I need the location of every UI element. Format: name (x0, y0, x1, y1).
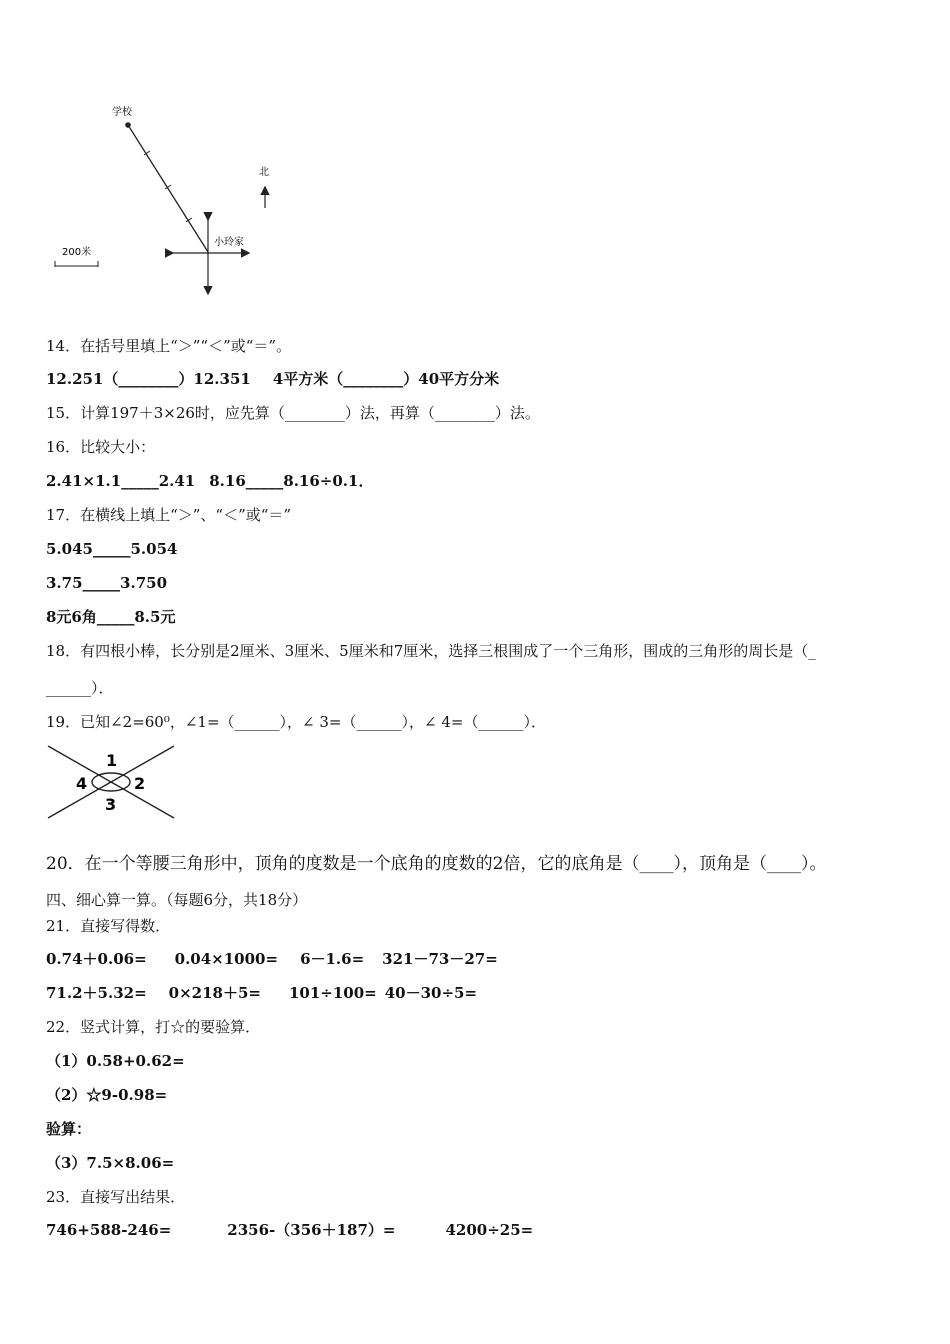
north-label: 北 (259, 167, 269, 178)
q23-stem: 23．直接写出结果． (46, 1188, 186, 1206)
q22-part1[interactable]: （1）0.58+0.62= (46, 1052, 185, 1070)
angle-label-1: 1 (106, 751, 118, 770)
q16-item-b[interactable]: 8.16_____8.16÷0.1． (209, 472, 374, 490)
school-label: 学校 (112, 107, 132, 118)
q17-item-a[interactable]: 5.045_____5.054 (46, 540, 178, 558)
q16-answers (46, 471, 373, 491)
q18-stem-line1[interactable]: 18．有四根小棒，长分别是2厘米、3厘米、5厘米和7厘米，选择三根围成了一个三角形，围成的三角形的周长是（_ (46, 642, 816, 660)
q14-answers (46, 369, 499, 389)
q21-row1 (46, 949, 498, 969)
q21-r2-c4[interactable]: 40－30÷5= (384, 984, 478, 1002)
q21-r2-c3[interactable]: 101÷100= (288, 984, 377, 1002)
angle-label-4: 4 (76, 774, 88, 793)
q21-r1-c4[interactable]: 321－73－27= (382, 950, 498, 968)
q22-stem: 22．竖式计算，打☆的要验算． (46, 1018, 261, 1036)
q22-check-label: 验算： (46, 1120, 92, 1138)
q21-r1-c3[interactable]: 6－1.6= (300, 950, 365, 968)
q16-item-a[interactable]: 2.41×1.1_____2.41 (46, 472, 196, 490)
school-point (125, 122, 131, 128)
scale-label: 200米 (62, 247, 92, 258)
q22-part3[interactable]: （3）7.5×8.06= (46, 1154, 175, 1172)
q21-r2-c1[interactable]: 71.2＋5.32= (46, 984, 147, 1002)
q21-r1-c2[interactable]: 0.04×1000= (174, 950, 279, 968)
q23-row (46, 1220, 533, 1240)
q14-item-a[interactable]: 12.251（________）12.351 (46, 370, 251, 388)
route-line (128, 125, 208, 252)
q21-row2 (46, 983, 477, 1003)
q18-stem-line2[interactable]: ______）． (46, 679, 114, 697)
q14-item-b[interactable]: 4平方米（________）40平方分米 (272, 370, 500, 388)
q20-stem[interactable]: 20．在一个等腰三角形中，顶角的度数是一个底角的度数的2倍，它的底角是（____），顶角是（____）。 (46, 854, 827, 874)
q19-stem[interactable]: 19．已知∠2=60⁰，∠1=（______），∠ 3=（______），∠ 4=（______）． (46, 713, 546, 731)
section4-title: 四、细心算一算。（每题6分，共18分） (46, 891, 308, 909)
q15-stem[interactable]: 15．计算197＋3×26时，应先算（________）法，再算（________）法。 (46, 404, 540, 422)
q14-stem: 14．在括号里填上“＞”“＜”或“＝”。 (46, 337, 292, 355)
q23-item-1[interactable]: 746+588-246= (46, 1221, 172, 1239)
q21-stem: 21．直接写得数． (46, 917, 171, 935)
q22-part2[interactable]: （2）☆9-0.98= (46, 1086, 168, 1104)
q23-item-3[interactable]: 4200÷25= (445, 1221, 534, 1239)
q17-item-b[interactable]: 3.75_____3.750 (46, 574, 168, 592)
q17-item-c[interactable]: 8元6角_____8.5元 (46, 608, 176, 626)
angle-label-2: 2 (134, 774, 146, 793)
angles-figure (44, 742, 180, 822)
q17-stem: 17．在横线上填上“＞”、“＜”或“＝” (46, 506, 292, 524)
q23-item-2[interactable]: 2356-（356＋187）= (227, 1221, 396, 1239)
home-label: 小玲家 (214, 237, 244, 248)
q21-r1-c1[interactable]: 0.74＋0.06= (46, 950, 147, 968)
q16-stem: 16．比较大小： (46, 438, 156, 456)
angle-label-3: 3 (105, 795, 117, 814)
map-figure (40, 95, 290, 310)
q21-r2-c2[interactable]: 0×218＋5= (168, 984, 261, 1002)
